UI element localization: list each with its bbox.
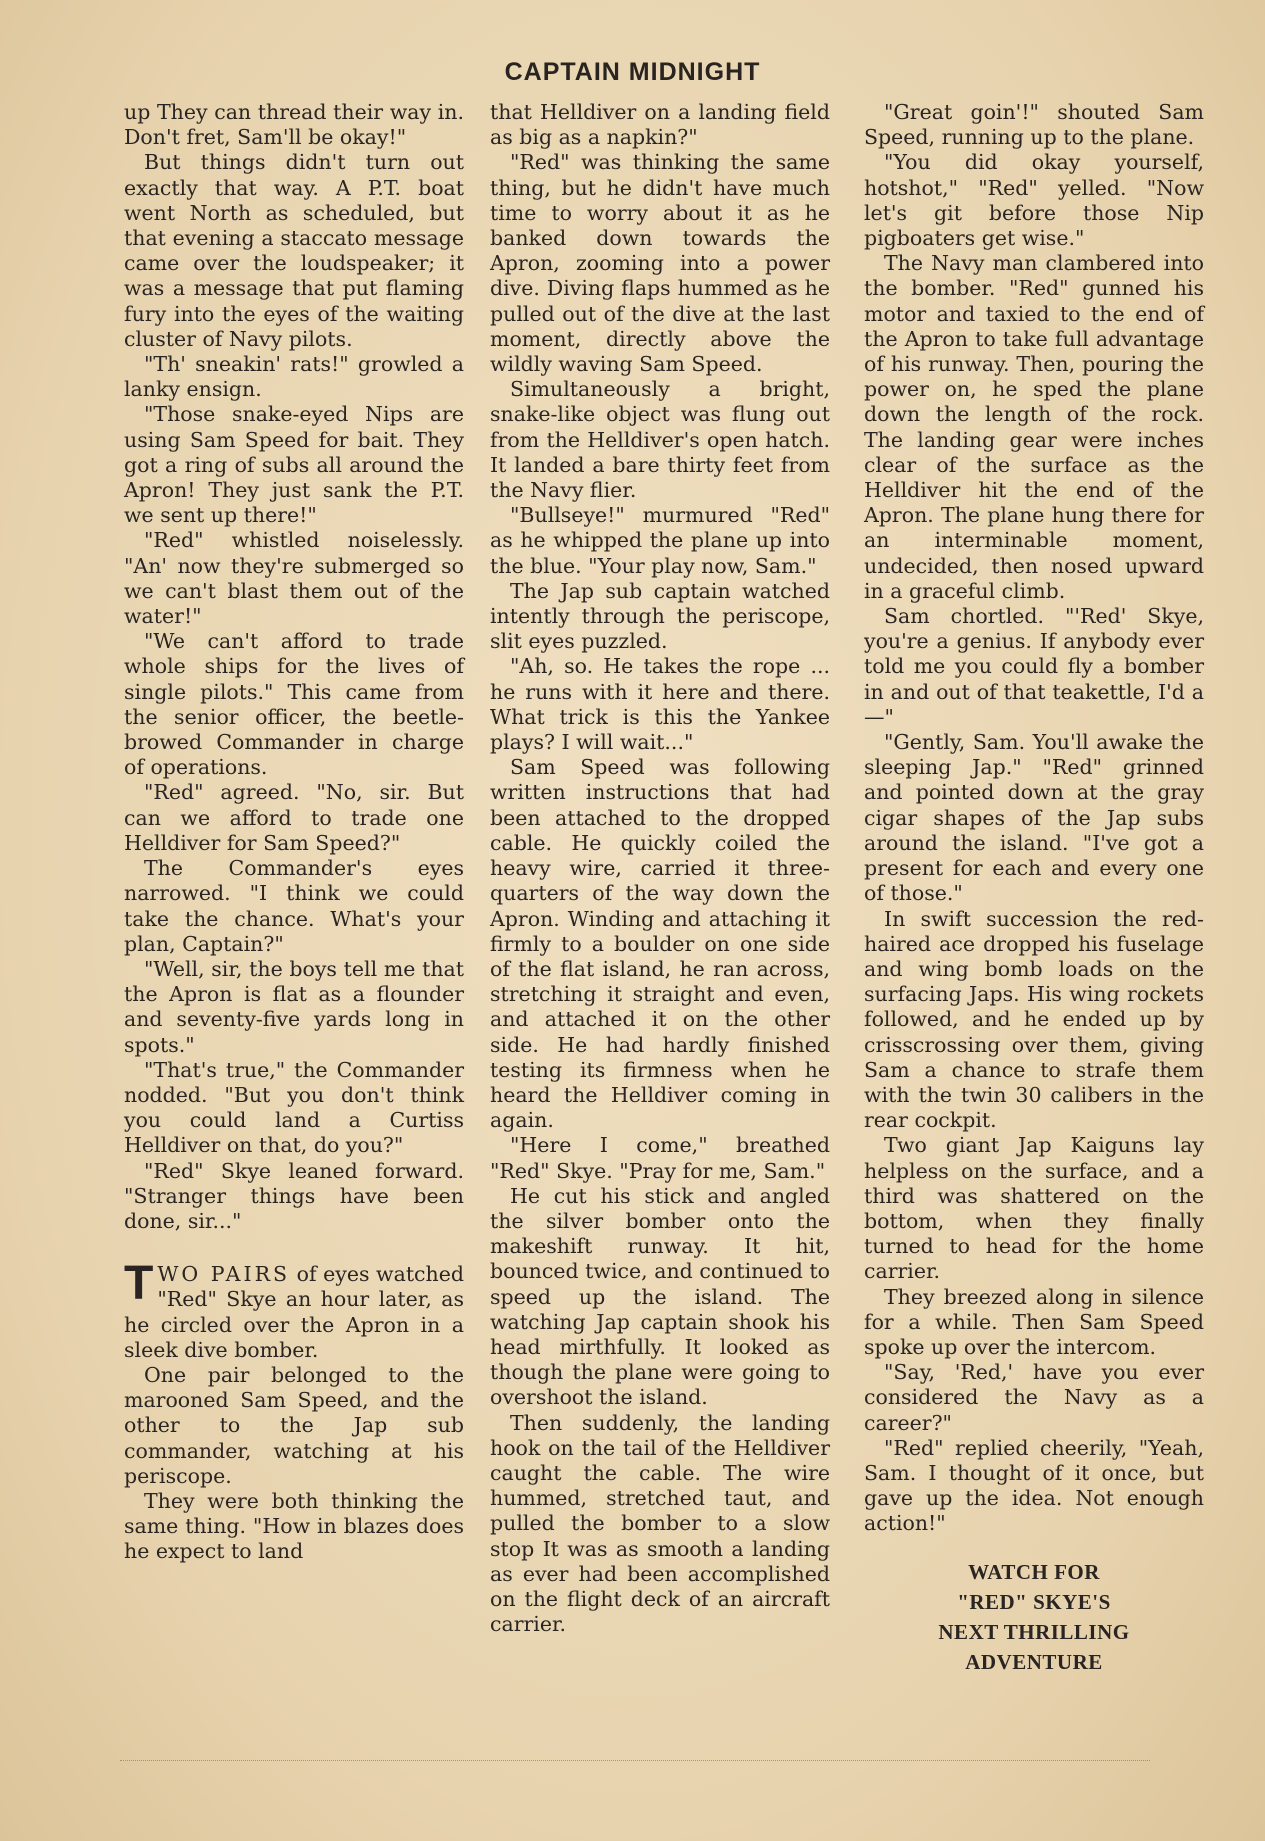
paragraph: "Ah, so. He takes the rope ... he runs with it here and there. What trick is this the Yankee plays? I will wait..." [490, 654, 830, 755]
paragraph: In swift succession the red-haired ace dropped his fuselage and wing bomb loads on the surfacing Japs. His wing rockets followed, and he ended up by crisscrossing over them, giving Sam a chance to strafe them with the twin 30 calibers in the rear cockpit. [864, 906, 1204, 1133]
drop-cap-paragraph-text: of eyes watched "Red" Skye an hour later, as he circled over the Apron in a sleek dive bomber. [124, 1262, 464, 1362]
paragraph: "Gently, Sam. You'll awake the sleeping Jap." "Red" grinned and pointed down at the gray cigar shapes of the Jap subs around the island. "I've got a present for each and every one of those." [864, 730, 1204, 906]
paragraph: The Navy man clambered into the bomber. "Red" gunned his motor and taxied to the end of the Apron to take full advantage of his runway. Then, pouring the power on, he sped the plane down the length of the rock. The landing gear were inches clear of the surface as the Helldiver hit the end of the Apron. The plane hung there for an interminable moment, undecided, then nosed upward in a graceful climb. [864, 251, 1204, 603]
paragraph: He cut his stick and angled the silver bomber onto the makeshift runway. It hit, bounced twice, and continued to speed up the island. The watching Jap captain shook his head mirthfully. It looked as though the plane were going to overshoot the island. [490, 1183, 830, 1410]
closing-line: NEXT THRILLING [938, 1619, 1130, 1644]
section-opening-paragraph [124, 1257, 464, 1363]
paragraph: "Here I come," breathed "Red" Skye. "Pray for me, Sam." [490, 1133, 830, 1183]
paragraph: "Well, sir, the boys tell me that the Apron is flat as a flounder and seventy-five yards long in spots." [124, 956, 464, 1057]
paragraph: Sam chortled. "'Red' Skye, you're a genius. If anybody ever told me you could fly a bomber in and out of that teakettle, I'd a—" [864, 604, 1204, 729]
paragraph: The Commander's eyes narrowed. "I think we could take the chance. What's your plan, Captain?" [124, 856, 464, 956]
paragraph: Two giant Jap Kaiguns lay helpless on the surface, and a third was shattered on the bottom, when they finally turned to head for the home carrier. [864, 1133, 1204, 1284]
paragraph: But things didn't turn out exactly that way. A P.T. boat went North as scheduled, but that evening a staccato message came over the loudspeaker; it was a message that put flaming fury into the eyes of the waiting cluster of Navy pilots. [124, 150, 464, 351]
paragraph: "Th' sneakin' rats!" growled a lanky ensign. [124, 352, 464, 402]
drop-cap-small-caps: WO PAIRS [157, 1262, 291, 1287]
closing-line: WATCH FOR [968, 1559, 1100, 1584]
paragraph: "Red" was thinking the same thing, but he didn't have much time to worry about it as he banked down towards the Apron, zooming into a power dive. Diving flaps hummed as he pulled out of the dive at the last moment, directly above the wildly waving Sam Speed. [490, 150, 830, 377]
paragraph: "Red" replied cheerily, "Yeah, Sam. I thought of it once, but gave up the idea. Not enough action!" [864, 1435, 1204, 1536]
paragraph: "Say, 'Red,' have you ever considered the Navy as a career?" [864, 1360, 1204, 1435]
text-column-3 [864, 100, 1204, 1677]
paragraph: Simultaneously a bright, snake-like object was flung out from the Helldiver's open hatch. It landed a bare thirty feet from the Navy flier. [490, 377, 830, 503]
paragraph: "Bullseye!" murmured "Red" as he whipped the plane up into the blue. "Your play now, Sam." [490, 503, 830, 578]
drop-cap-letter: T [124, 1257, 154, 1311]
page-header-title: CAPTAIN MIDNIGHT [504, 58, 761, 86]
paragraph: that Helldiver on a landing field as big as a napkin?" [490, 100, 830, 150]
paragraph: One pair belonged to the marooned Sam Speed, and the other to the Jap sub commander, watching at his periscope. [124, 1362, 464, 1488]
paragraph: They were both thinking the same thing. "How in blazes does he expect to land [124, 1488, 464, 1564]
paragraph: up They can thread their way in. Don't fret, Sam'll be okay!" [124, 100, 464, 150]
paragraph: Sam Speed was following written instructions that had been attached to the dropped cable. He quickly coiled the heavy wire, carried it three-quarters of the way down the Apron. Winding and attaching it firmly to a boulder on one side of the flat island, he ran across, stretching it straight and even, and attached it on the other side. He had hardly finished testing its firmness when he heard the Helldiver coming in again. [490, 755, 830, 1133]
paragraph: Then suddenly, the landing hook on the tail of the Helldiver caught the cable. The wire hummed, stretched taut, and pulled the bomber to a slow stop It was as smooth a landing as ever had been accomplished on the flight deck of an aircraft carrier. [490, 1410, 830, 1637]
closing-announcement [864, 1557, 1204, 1677]
paragraph: They breezed along in silence for a while. Then Sam Speed spoke up over the intercom. [864, 1284, 1204, 1359]
closing-line: "RED" SKYE'S [957, 1589, 1111, 1614]
paragraph: "You did okay yourself, hotshot," "Red" yelled. "Now let's git before those Nip pigboaters get wise." [864, 150, 1204, 251]
text-column-1 [124, 100, 464, 1565]
paragraph: "We can't afford to trade whole ships for the lives of single pilots." This came from the senior officer, the beetle-browed Commander in charge of operations. [124, 629, 464, 780]
paragraph: The Jap sub captain watched intently through the periscope, slit eyes puzzled. [490, 578, 830, 654]
paragraph: "Great goin'!" shouted Sam Speed, running up to the plane. [864, 100, 1204, 150]
closing-line: ADVENTURE [965, 1649, 1103, 1674]
page-bottom-edge-divider [120, 1760, 1150, 1767]
paragraph: "Red" whistled noiselessly. "An' now they're submerged so we can't blast them out of the water!" [124, 528, 464, 629]
paragraph: "Red" agreed. "No, sir. But can we afford to trade one Helldiver for Sam Speed?" [124, 780, 464, 855]
paragraph: "Those snake-eyed Nips are using Sam Speed for bait. They got a ring of subs all around the Apron! They just sank the P.T. we sent up there!" [124, 402, 464, 528]
paragraph: "Red" Skye leaned forward. "Stranger things have been done, sir..." [124, 1158, 464, 1233]
paragraph: "That's true," the Commander nodded. "But you don't think you could land a Curtiss Helldiver on that, do you?" [124, 1057, 464, 1158]
text-column-2 [490, 100, 830, 1637]
